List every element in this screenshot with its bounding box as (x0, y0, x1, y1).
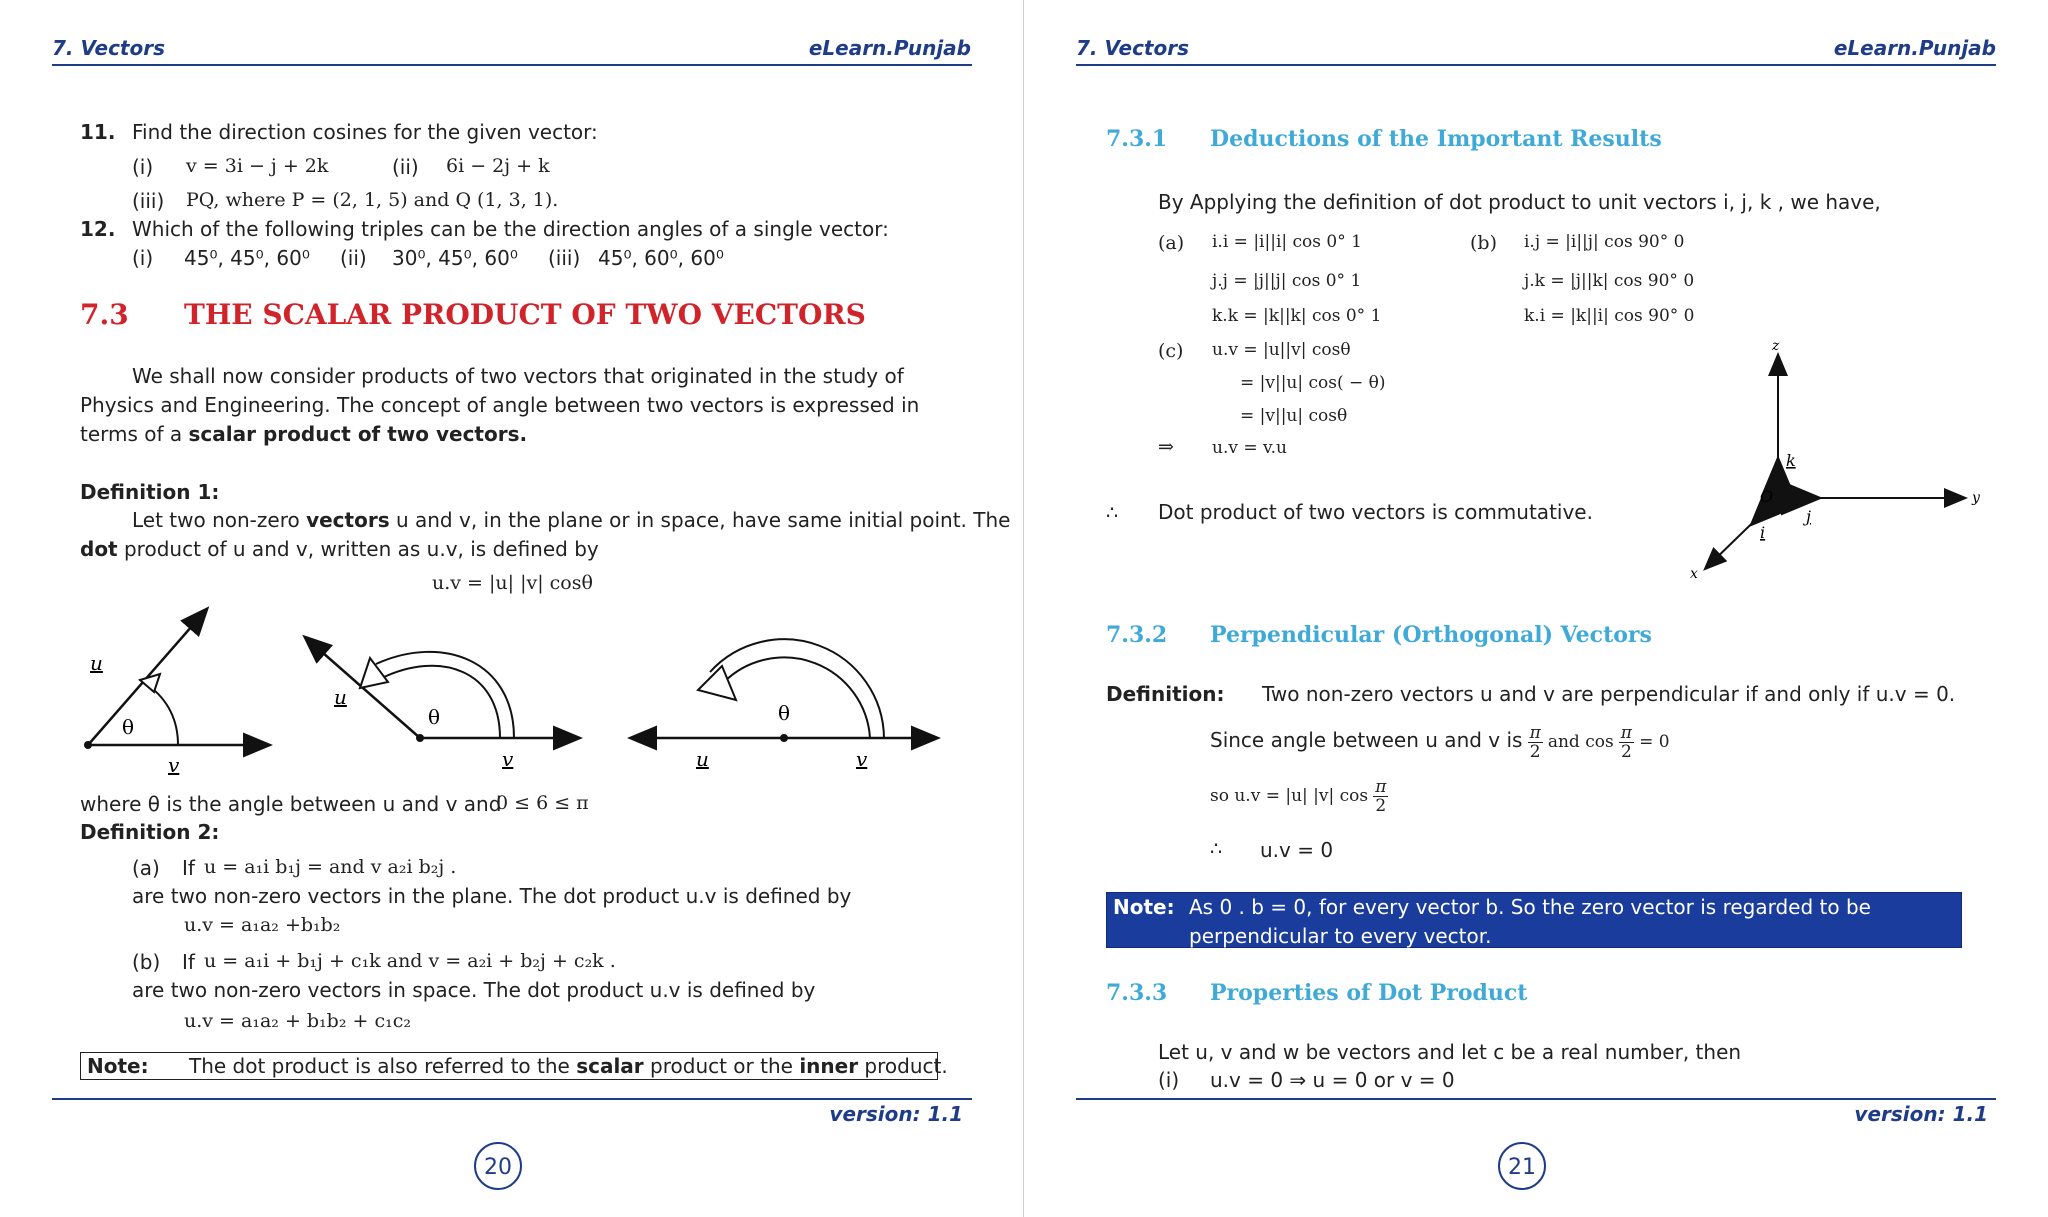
where-text: where θ is the angle between u and v and (80, 792, 502, 816)
x-label: x (1690, 566, 1698, 582)
header-rule (1076, 64, 1996, 66)
def2-b-expr: u = a₁i + b₁j + c₁k and v = a₂i + b₂j + c₂k . (204, 950, 616, 972)
def1-l1b: vectors (306, 508, 390, 532)
def1-l1c: u and v, in the plane or in space, have same initial point. The (389, 508, 1011, 532)
therefore2-symbol: ∴ (1210, 838, 1223, 860)
q11-number: 11. (80, 120, 116, 144)
fig2-v: v (502, 747, 514, 771)
where-range: 0 ≤ 6 ≤ π (496, 792, 589, 814)
def1-l1a: Let two non-zero (132, 508, 307, 532)
since-eq0: = 0 (1639, 732, 1670, 752)
def2-a-expr: u = a₁i b₁j = and v a₂i b₂j . (204, 856, 457, 878)
def2-a-text: are two non-zero vectors in the plane. The dot product u.v is defined by (132, 884, 852, 908)
since-and-cos: and cos (1547, 732, 1614, 752)
k-label: k (1786, 451, 1796, 470)
note-label: Note: (87, 1054, 149, 1078)
figure-straight (632, 639, 936, 771)
figure-acute (84, 610, 268, 777)
def2-b-text: are two non-zero vectors in space. The dot product u.v is defined by (132, 978, 816, 1002)
intro-bold: scalar product of two vectors. (188, 422, 528, 446)
q11-i-expr: v = 3i − j + 2k (186, 155, 329, 177)
page-number: 20 (474, 1142, 522, 1190)
origin-label: O (1760, 487, 1774, 506)
header-chapter: 7. Vectors (1076, 36, 1189, 60)
a-row-1: i.i = |i||i| cos 0° 1 (1212, 232, 1362, 252)
a-label: (a) (1158, 232, 1185, 254)
note-label: Note: (1113, 895, 1175, 919)
note-box (80, 1052, 948, 1080)
fig3-v: v (856, 747, 868, 771)
q12-iii-value: 45⁰, 60⁰, 60⁰ (598, 246, 724, 270)
header-chapter: 7. Vectors (52, 36, 165, 60)
note-b: scalar (576, 1054, 644, 1078)
prop-i-label: (i) (1158, 1068, 1180, 1092)
def1-title: Definition 1: (80, 480, 220, 504)
angle-figures (70, 600, 950, 780)
def2-b-label: (b) (132, 950, 161, 974)
s733-number: 7.3.3 (1106, 980, 1168, 1006)
def1-formula: u.v = |u| |v| cosθ (432, 572, 593, 594)
q12-number: 12. (80, 217, 116, 241)
intro-paragraph (80, 362, 940, 449)
q12-iii-label: (iii) (548, 246, 581, 270)
note-d: inner (799, 1054, 859, 1078)
y-label: y (1972, 490, 1980, 506)
since-two: 2 (1529, 742, 1541, 762)
so-line (1210, 778, 1388, 815)
since-pi: π (1529, 723, 1541, 743)
s731-title: Deductions of the Important Results (1210, 126, 1662, 152)
b-row-1: i.j = |i||j| cos 90° 0 (1524, 232, 1685, 252)
page-21 (1024, 0, 2048, 1217)
c-row-3: = |v||u| cosθ (1240, 406, 1348, 426)
implies-symbol: ⇒ (1158, 436, 1174, 458)
since-two-2: 2 (1620, 742, 1632, 762)
section-title: THE SCALAR PRODUCT OF TWO VECTORS (184, 298, 866, 331)
axes-figure (1664, 330, 2004, 590)
since-frac (1528, 724, 1543, 761)
def1-line1 (132, 508, 1010, 532)
so-two: 2 (1375, 796, 1387, 816)
fig1-u: u (90, 651, 103, 675)
prop-i: u.v = 0 ⇒ u = 0 or v = 0 (1210, 1068, 1455, 1092)
s732-title: Perpendicular (Orthogonal) Vectors (1210, 622, 1652, 648)
fig2-theta: θ (428, 705, 441, 729)
def1-l2a: dot (80, 537, 118, 561)
fig1-theta: θ (122, 715, 135, 739)
since-frac-2 (1619, 724, 1634, 761)
q12-i-label: (i) (132, 246, 154, 270)
let-text: Let u, v and w be vectors and let c be a real number, then (1158, 1040, 1742, 1064)
footer-rule (52, 1098, 972, 1100)
implies-expr: u.v = v.u (1212, 438, 1287, 458)
q11-iii-expr: PQ, where P = (2, 1, 5) and Q (1, 3, 1). (186, 189, 559, 211)
footer-rule (1076, 1098, 1996, 1100)
q11-ii-label: (ii) (392, 155, 419, 179)
note-text (189, 1054, 948, 1078)
q12-ii-value: 30⁰, 45⁰, 60⁰ (392, 246, 518, 270)
def1-line2 (80, 537, 599, 561)
note-text: As 0 . b = 0, for every vector b. So the zero vector is regarded to be perpendicular to every vector. (1189, 895, 1871, 948)
commutative-text: Dot product of two vectors is commutative. (1158, 500, 1593, 524)
i-label: i (1760, 523, 1766, 542)
fig2-u: u (334, 685, 347, 709)
since-pi-2: π (1620, 723, 1632, 743)
therefore-symbol: ∴ (1106, 502, 1119, 524)
since-line (1210, 724, 1670, 761)
header-brand: eLearn.Punjab (1833, 36, 1996, 60)
q12-ii-label: (ii) (340, 246, 367, 270)
s731-number: 7.3.1 (1106, 126, 1168, 152)
def1-l2b: product of u and v, written as u.v, is defined by (117, 537, 599, 561)
z-label: z (1772, 338, 1780, 354)
fig1-v: v (168, 753, 180, 777)
so-pi: π (1375, 777, 1387, 797)
footer-version: version: 1.1 (829, 1102, 963, 1126)
a-row-2: j.j = |j||j| cos 0° 1 (1212, 271, 1362, 291)
header-rule (52, 64, 972, 66)
def-label: Definition: (1106, 682, 1225, 706)
footer-version: version: 1.1 (1854, 1102, 1988, 1126)
def2-a-formula: u.v = a₁a₂ +b₁b₂ (184, 914, 341, 936)
page-number: 21 (1498, 1142, 1546, 1190)
apply-text: By Applying the definition of dot product to unit vectors i, j, k , we have, (1158, 190, 1881, 214)
fig3-u: u (696, 747, 709, 771)
c-row-2: = |v||u| cos( − θ) (1240, 373, 1386, 393)
def-text: Two non-zero vectors u and v are perpendicular if and only if u.v = 0. (1262, 682, 1956, 706)
a-row-3: k.k = |k||k| cos 0° 1 (1212, 306, 1382, 326)
note-a: The dot product is also referred to the (189, 1054, 577, 1078)
fig3-theta: θ (778, 701, 791, 725)
s733-title: Properties of Dot Product (1210, 980, 1528, 1006)
q11-i-label: (i) (132, 155, 154, 179)
header-brand: eLearn.Punjab (808, 36, 971, 60)
so-frac (1373, 778, 1388, 815)
def2-a-label: (a) (132, 856, 160, 880)
section-number: 7.3 (80, 298, 129, 331)
c-row-1: u.v = |u||v| cosθ (1212, 340, 1351, 360)
so-text: so u.v = |u| |v| cos (1210, 786, 1369, 806)
b-row-3: k.i = |k||i| cos 90° 0 (1524, 306, 1695, 326)
c-label: (c) (1158, 340, 1184, 362)
note-box-blue (1106, 892, 1962, 948)
note-e: product. (858, 1054, 948, 1078)
q11-text: Find the direction cosines for the given vector: (132, 120, 598, 144)
note-c: product or the (643, 1054, 800, 1078)
def2-title: Definition 2: (80, 820, 220, 844)
b-row-2: j.k = |j||k| cos 90° 0 (1524, 271, 1695, 291)
q12-text: Which of the following triples can be the direction angles of a single vector: (132, 217, 889, 241)
since-text: Since angle between u and v is (1210, 728, 1523, 752)
def2-a-if: If (182, 856, 195, 880)
q11-ii-expr: 6i − 2j + k (446, 155, 550, 177)
b-label: (b) (1470, 232, 1497, 254)
def2-b-formula: u.v = a₁a₂ + b₁b₂ + c₁c₂ (184, 1010, 411, 1032)
def2-b-if: If (182, 950, 195, 974)
therefore2-expr: u.v = 0 (1260, 838, 1334, 862)
j-label: j (1806, 507, 1811, 526)
q11-iii-label: (iii) (132, 189, 165, 213)
s732-number: 7.3.2 (1106, 622, 1168, 648)
figure-obtuse (306, 638, 578, 771)
intro-text: We shall now consider products of two vectors that originated in the study of Physics and Engineering. The concept of angle between two vectors is expressed in terms of a (80, 364, 920, 446)
q12-i-value: 45⁰, 45⁰, 60⁰ (184, 246, 310, 270)
